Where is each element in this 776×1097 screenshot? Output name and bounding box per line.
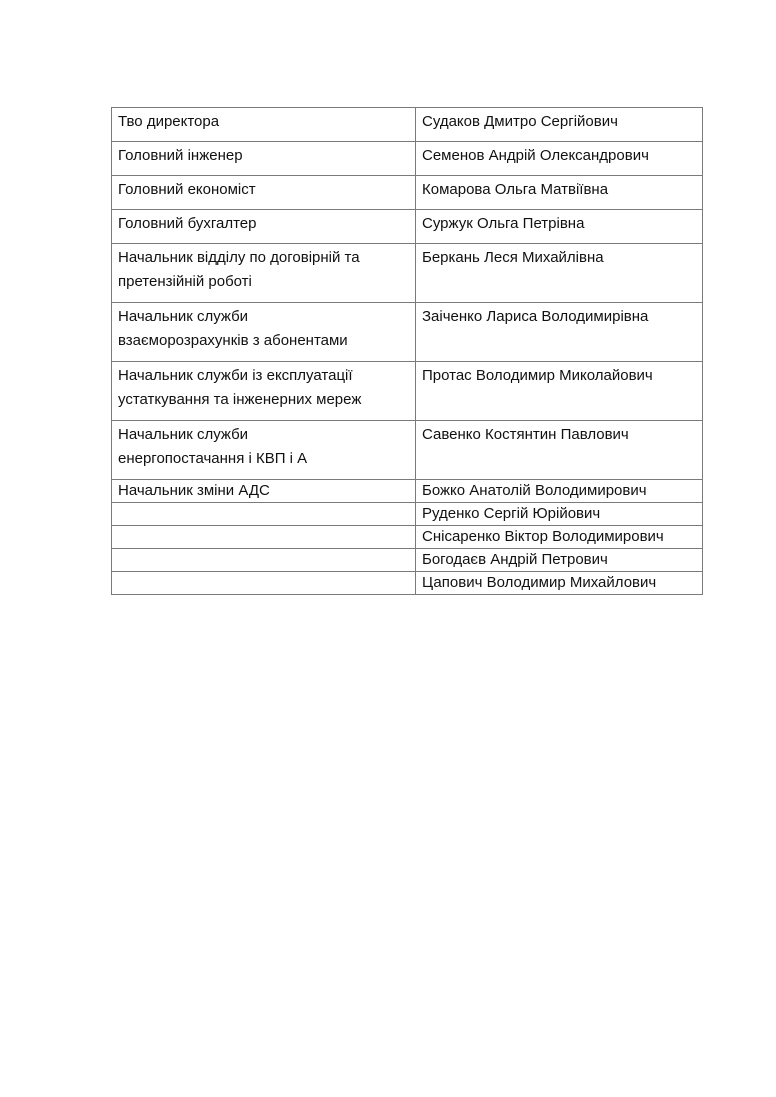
table-row [112,549,703,572]
name-cell: Суржук Ольга Петрівна [416,210,703,244]
name-cell: Божко Анатолій Володимирович [416,480,703,503]
table-row [112,303,703,362]
name-cell: Комарова Ольга Матвіївна [416,176,703,210]
position-cell [112,572,416,595]
position-cell [112,303,416,362]
position-line: Начальник служби [118,308,249,325]
position-cell [112,362,416,421]
position-line: Начальник служби [118,426,249,443]
name-cell: Заіченко Лариса Володимирівна [416,303,703,362]
table-row [112,480,703,503]
name-cell: Руденко Сергій Юрійович [416,503,703,526]
table-row [112,362,703,421]
position-cell [112,244,416,303]
name-cell: Беркань Леся Михайлівна [416,244,703,303]
position-line: Начальник відділу по договірній та [118,249,360,266]
staff-table [111,107,703,595]
position-cell [112,421,416,480]
position-line: претензійній роботі [118,273,252,290]
position-cell: Тво директора [112,108,416,142]
table-row [112,526,703,549]
position-line: енергопостачання і КВП і А [118,450,308,467]
position-line: взаєморозрахунків з абонентами [118,332,348,349]
position-cell [112,526,416,549]
table-row [112,108,703,142]
name-cell: Протас Володимир Миколайович [416,362,703,421]
table-row [112,421,703,480]
position-cell: Головний бухгалтер [112,210,416,244]
name-cell: Богодаєв Андрій Петрович [416,549,703,572]
position-line: Начальник служби із експлуатації [118,367,353,384]
name-cell: Цапович Володимир Михайлович [416,572,703,595]
table-row [112,572,703,595]
position-cell: Начальник зміни АДС [112,480,416,503]
position-cell: Головний інженер [112,142,416,176]
name-cell: Судаков Дмитро Сергійович [416,108,703,142]
position-line: устаткування та інженерних мереж [118,391,362,408]
name-cell: Семенов Андрій Олександрович [416,142,703,176]
name-cell: Снісаренко Віктор Володимирович [416,526,703,549]
table-row [112,244,703,303]
table-row [112,503,703,526]
table-row [112,142,703,176]
position-cell: Головний економіст [112,176,416,210]
table-row [112,210,703,244]
position-cell [112,549,416,572]
table-row [112,176,703,210]
name-cell: Савенко Костянтин Павлович [416,421,703,480]
position-cell [112,503,416,526]
